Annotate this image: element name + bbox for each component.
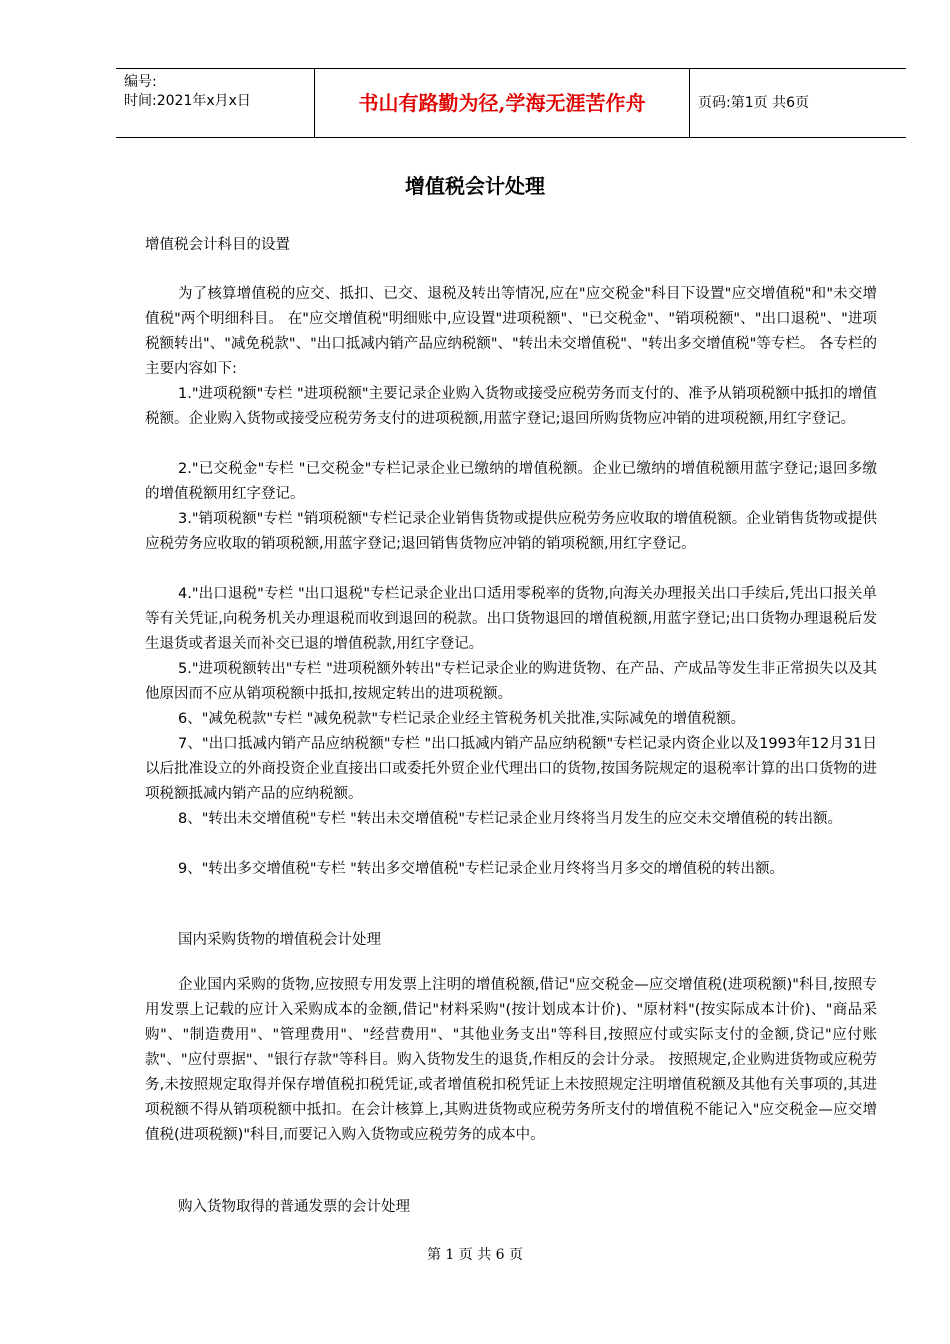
body-paragraph: 3."销项税额"专栏 "销项税额"专栏记录企业销售货物或提供应税劳务应收取的增值税额。企业销售货物或提供应税劳务应收取的销项税额,用蓝字登记;退回销售货物应冲销的销项税额,用红字登记。 bbox=[145, 511, 877, 552]
body-paragraph: 1."进项税额"专栏 "进项税额"主要记录企业购入货物或接受应税劳务而支付的、准予从销项税额中抵扣的增值税额。企业购入货物或接受应税劳务支付的进项税额,用蓝字登记;退回所购货物应冲销的进项税额,用红字登记。 bbox=[145, 386, 877, 427]
body-paragraph: 8、"转出未交增值税"专栏 "转出未交增值税"专栏记录企业月终将当月发生的应交未交增值税的转出额。 bbox=[178, 811, 843, 827]
document-title: 增值税会计处理 bbox=[405, 174, 545, 198]
section-heading-account-setup: 增值税会计科目的设置 bbox=[145, 237, 290, 253]
body-paragraph: 7、"出口抵减内销产品应纳税额"专栏 "出口抵减内销产品应纳税额"专栏记录内资企业以及1993年12月31日以后批准设立的外商投资企业直接出口或委托外贸企业代理出口的货物,按国务院规定的退税率计算的出口货物的进项税额抵减内销产品的应纳税额。 bbox=[145, 736, 877, 802]
body-paragraph: 企业国内采购的货物,应按照专用发票上注明的增值税额,借记"应交税金—应交增值税(进项税额)"科目,按照专用发票上记载的应计入采购成本的金额,借记"材料采购"(按计划成本计价)、"原材料"(按实际成本计价)、"商品采购"、"制造费用"、"管理费用"、"经营费用"、"其他业务支出"等科目,按照应付或实际支付的金额,贷记"应付账款"、"应付票据"、"银行存款"等科目。购入货物发生的退货,作相反的会计分录。 按照规定,企业购进货物或应税劳务,未按照规定取得并保存增值税扣税凭证,或者增值税扣税凭证上未按照规定注明增值税额及其他有关事项的,其进项税额不得从销项税额中抵扣。在会计核算上,其购进货物或应税劳务所支付的增值税不能记入"应交税金—应交增值税(进项税额)"科目,而要记入购入货物或应税劳务的成本中。 bbox=[145, 977, 877, 1143]
body-paragraph: 9、"转出多交增值税"专栏 "转出多交增值税"专栏记录企业月终将当月多交的增值税的转出额。 bbox=[178, 861, 785, 877]
body-paragraph: 2."已交税金"专栏 "已交税金"专栏记录企业已缴纳的增值税额。企业已缴纳的增值税额用蓝字登记;退回多缴的增值税额用红字登记。 bbox=[145, 461, 877, 502]
body-paragraph: 5."进项税额转出"专栏 "进项税额外转出"专栏记录企业的购进货物、在产品、产成品等发生非正常损失以及其他原因而不应从销项税额中抵扣,按规定转出的进项税额。 bbox=[145, 661, 877, 702]
body-paragraph: 4."出口退税"专栏 "出口退税"专栏记录企业出口适用零税率的货物,向海关办理报关出口手续后,凭出口报关单等有关凭证,向税务机关办理退税而收到退回的税款。出口货物退回的增值税额,用蓝字登记;出口货物办理退税后发生退货或者退关而补交已退的增值税款,用红字登记。 bbox=[145, 586, 877, 652]
page-footer: 第 1 页 共 6 页 bbox=[426, 1247, 524, 1263]
page-header bbox=[116, 68, 906, 138]
body-paragraph: 为了核算增值税的应交、抵扣、已交、退税及转出等情况,应在"应交税金"科目下设置"应交增值税"和"未交增值税"两个明细科目。 在"应交增值税"明细账中,应设置"进项税额"、"已交税金"、"销项税额"、"出口退税"、"进项税额转出"、"减免税款"、"出口抵减内销产品应纳税额"、"转出未交增值税"、"转出多交增值税"等专栏。 各专栏的主要内容如下: bbox=[145, 286, 877, 377]
body-paragraph: 6、"减免税款"专栏 "减免税款"专栏记录企业经主管税务机关批准,实际减免的增值税额。 bbox=[178, 711, 746, 727]
section-heading-domestic-purchase: 国内采购货物的增值税会计处理 bbox=[178, 932, 381, 948]
document-time-label: 时间:2021年x月x日 bbox=[124, 93, 251, 109]
document-number-label: 编号: bbox=[124, 74, 157, 90]
header-meta bbox=[116, 69, 315, 137]
header-page-number: 页码:第1页 共6页 bbox=[698, 95, 809, 111]
section-heading-ordinary-invoice: 购入货物取得的普通发票的会计处理 bbox=[178, 1199, 410, 1215]
header-motto: 书山有路勤为径,学海无涯苦作舟 bbox=[315, 69, 690, 137]
